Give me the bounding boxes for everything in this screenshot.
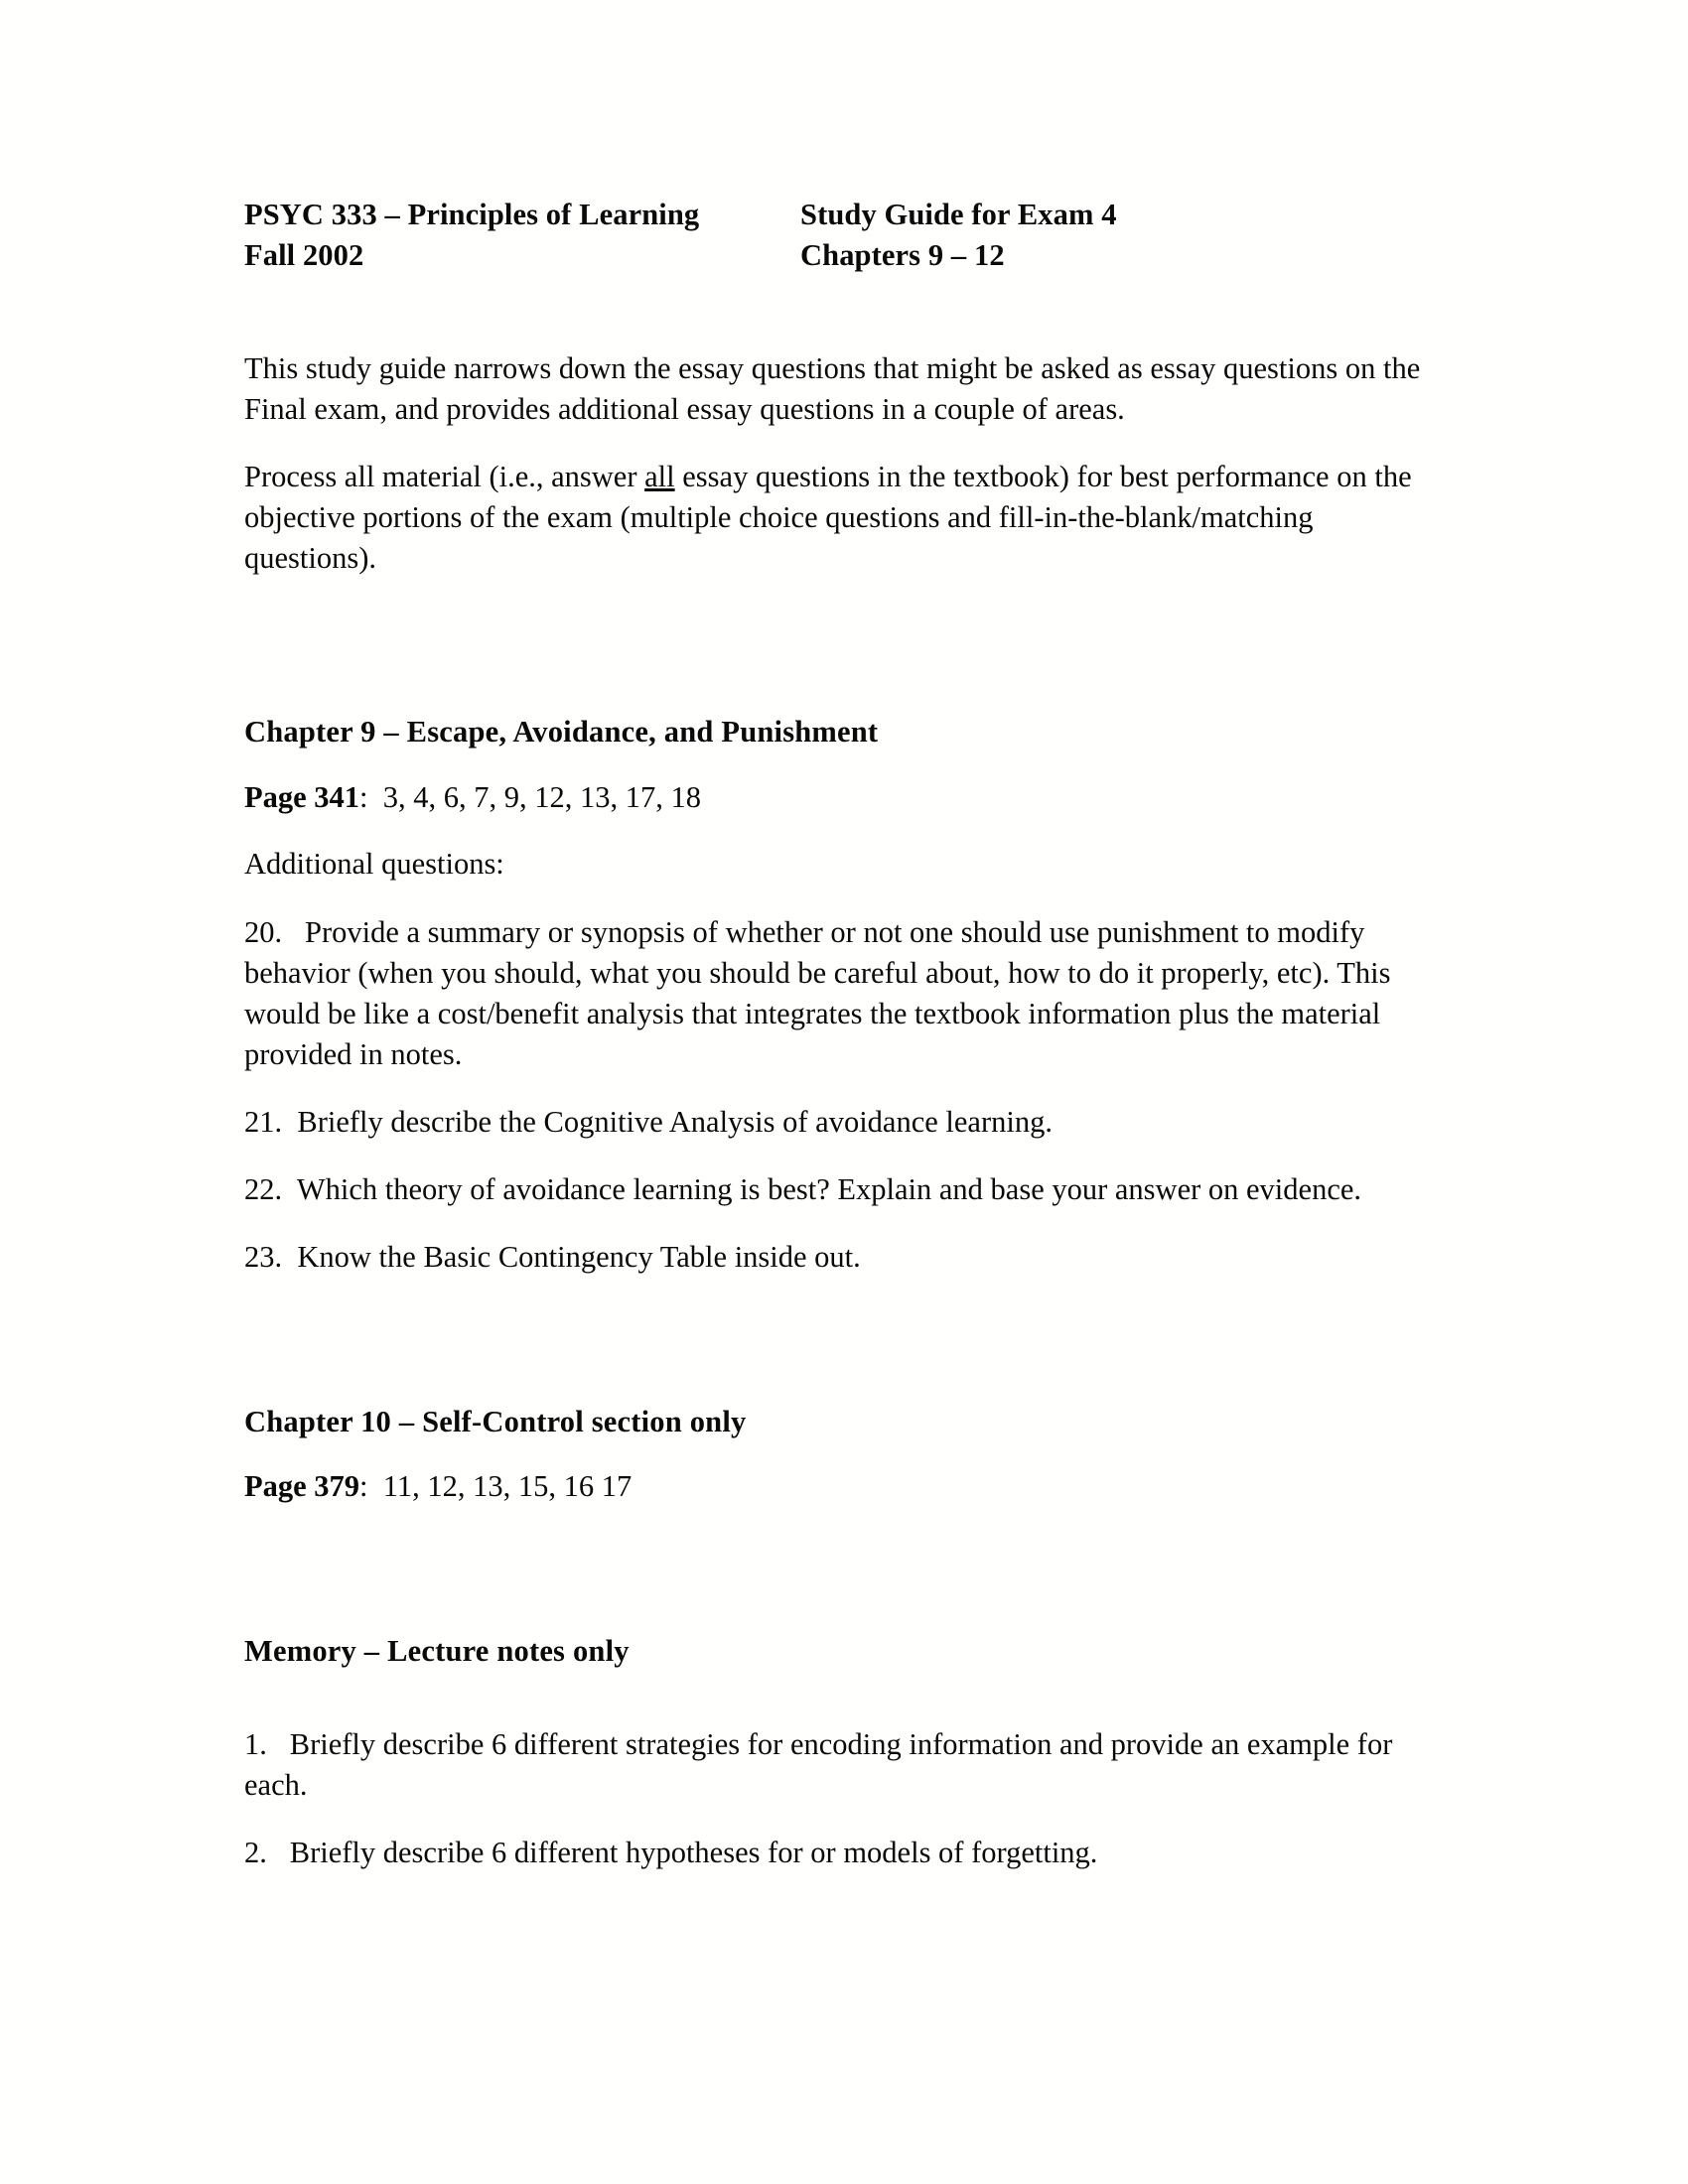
spacer-before-chapter-9-extra — [244, 686, 1422, 713]
spacer-before-chapter-9 — [244, 579, 1422, 686]
chapter-10-page-separator: : — [359, 1469, 368, 1504]
document-header — [244, 195, 1422, 275]
chapter-9-heading: Chapter 9 – Escape, Avoidance, and Punishment — [244, 715, 879, 750]
question-text: Briefly describe the Cognitive Analysis of avoidance learning. — [297, 1104, 1053, 1139]
question-text: Briefly describe 6 different strategies for encoding information and provide an example for each. — [244, 1726, 1393, 1802]
spacer-before-question-22 — [244, 1143, 1422, 1169]
header-left-column — [244, 195, 800, 275]
spacer-before-question-23 — [244, 1210, 1422, 1237]
question-number: 1. — [244, 1726, 267, 1761]
spacer-chapter10-heading-to-page — [244, 1441, 1422, 1467]
question-number: 23. — [244, 1239, 283, 1274]
chapter-10-page-numbers: 11, 12, 13, 15, 16 17 — [382, 1469, 633, 1504]
course-title: PSYC 333 – Principles of Learning — [244, 198, 700, 231]
course-term: Fall 2002 — [244, 237, 364, 272]
chapter-9-page-numbers: 3, 4, 6, 7, 9, 12, 13, 17, 18 — [382, 779, 702, 814]
intro-paragraph-2 — [244, 457, 1422, 579]
question-item — [244, 1724, 1422, 1806]
spacer-before-additional-questions — [244, 817, 1422, 844]
spacer-after-header — [244, 275, 1422, 348]
chapters-covered: Chapters 9 – 12 — [800, 237, 1005, 272]
intro-paragraph-2-before: Process all material (i.e., answer — [244, 460, 645, 494]
spacer-before-question-21 — [244, 1075, 1422, 1102]
question-number: 20. — [244, 914, 283, 949]
chapter-9-page-reference — [244, 778, 1422, 818]
spacer-chapter9-heading-to-page — [244, 752, 1422, 778]
chapter-10-page-label: Page 379 — [244, 1469, 360, 1504]
intro-emphasis-all: all — [644, 460, 675, 494]
spacer-between-intro-paragraphs — [244, 430, 1422, 457]
chapter-10-heading: Chapter 10 – Self-Control section only — [244, 1404, 747, 1438]
spacer-memory-heading-to-items — [244, 1672, 1422, 1698]
spacer-before-chapter-10 — [244, 1278, 1422, 1403]
question-text: Which theory of avoidance learning is best? Explain and base your answer on evidence. — [296, 1171, 1362, 1206]
question-item — [244, 1169, 1422, 1210]
chapter-9-page-separator: : — [359, 779, 368, 814]
question-number: 22. — [244, 1171, 283, 1206]
question-text: Briefly describe 6 different hypotheses for or models of forgetting. — [289, 1835, 1098, 1869]
question-item — [244, 1237, 1422, 1278]
intro-paragraph-1: This study guide narrows down the essay questions that might be asked as essay questions on the Final exam, and provides additional essay questions in a couple of areas. — [244, 351, 1421, 427]
intro-paragraph-2-after: essay questions in the textbook) for best performance on the objective portions of the exam (multiple choice questions and fill-in-the-blank/matching questions). — [244, 460, 1412, 576]
spacer-before-question-20 — [244, 886, 1422, 912]
chapter-10-page-reference — [244, 1467, 1422, 1507]
document-title: Study Guide for Exam 4 — [800, 198, 1117, 231]
question-number: 21. — [244, 1104, 283, 1139]
question-number: 2. — [244, 1835, 267, 1869]
spacer-before-memory-section — [244, 1507, 1422, 1632]
question-text: Provide a summary or synopsis of whether or not one should use punishment to modify behavior (when you should, what you should be careful about, how to do it properly, etc). This would be like a cost/benefit analysis that integrates the textbook information plus the material provided in notes. — [244, 914, 1391, 1071]
chapter-9-page-label: Page 341 — [244, 779, 360, 814]
question-item — [244, 1102, 1422, 1143]
memory-heading: Memory – Lecture notes only — [244, 1633, 630, 1668]
header-right-column — [800, 195, 1422, 275]
question-item — [244, 1833, 1422, 1873]
question-item — [244, 912, 1422, 1075]
spacer-memory-extra — [244, 1698, 1422, 1724]
spacer-before-memory-question-2 — [244, 1806, 1422, 1833]
additional-questions-label: Additional questions: — [244, 847, 504, 882]
question-text: Know the Basic Contingency Table inside out. — [297, 1239, 861, 1274]
